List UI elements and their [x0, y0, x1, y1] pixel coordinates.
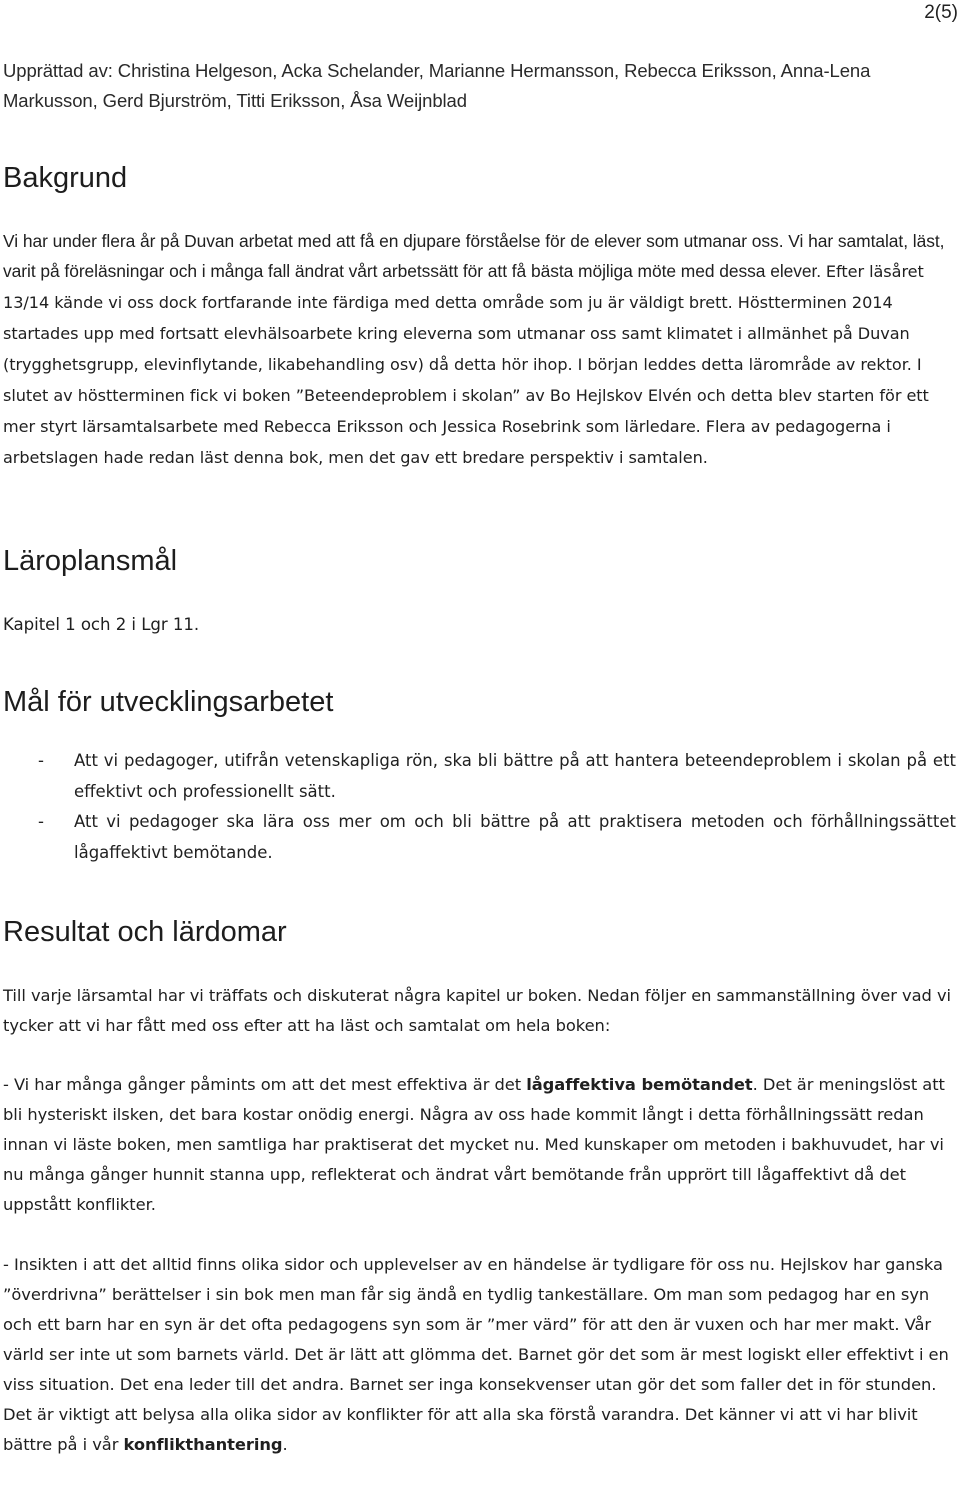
goal-text: Att vi pedagoger ska lära oss mer om och bli bättre på att praktisera metoden och förhållningssättet lågaffektivt bemötande. — [74, 812, 956, 862]
prepared-by: Upprättad av: Christina Helgeson, Acka Schelander, Marianne Hermansson, Rebecca Eriksson, Anna-Lena Markusson, Gerd Bjurström, Titti Eriksson, Åsa Weijnblad — [3, 60, 871, 111]
background-text-b: Efter läsåret 13/14 kände vi oss dock fortfarande inte färdiga med detta område som ju är väldigt brett. Höstterminen 2014 startades upp med fortsatt elevhälsoarbete kring eleverna som utmanar oss samt klimatet i allmänhet på Duvan (trygghetsgrupp, elevinflytande, likabehandling osv) då detta hör ihop. I början leddes detta lärområde av rektor. I slutet av höstterminen fick vi boken ”Beteendeproblem i skolan” av Bo Hejlskov Elvén och detta blev starten för ett mer styrt lärsamtalsarbete med Rebecca Eriksson och Jessica Rosebrink som lärledare. Flera av pedagogerna i arbetslagen hade redan läst denna bok, men det gav ett bredare perspektiv i samtalen. — [3, 262, 929, 467]
goal-item — [0, 807, 956, 868]
results-point-1-end: . Det är meningslöst att bli hysteriskt ilsken, det bara kostar onödig energi. Några av oss hade kommit långt i detta förhållningssätt redan innan vi läste boken, men samtliga har praktiserat det mycket nu. Med kunskaper om metoden i bakhuvudet, har vi nu många gånger hunnit stanna upp, reflekterat och ändrat vårt bemötande från upprört till lågaffektivt då det uppstått konflikter. — [3, 1075, 945, 1214]
curriculum-text: Kapitel 1 och 2 i Lgr 11. — [3, 615, 200, 634]
background-text-a: Vi har under flera år på Duvan arbetat med att få en djupare förståelse för de elever som utmanar oss. Vi har samtalat, läst, varit på föreläsningar och i många fall ändrat vårt arbetssätt för att få bästa möjliga möte med dessa elever. — [3, 231, 945, 281]
results-point-2-end: . — [282, 1435, 288, 1454]
results-point-2-start: - Insikten i att det alltid finns olika sidor och upplevelser av en händelse är tydligare för oss nu. Hejlskov har ganska ”överdrivna” berättelser i sin bok men man får sig ändå en tydlig tankeställare. Om man som pedagog har en syn och ett barn har en syn är det ofta pedagogens syn som är ”mer värd” för att den är vuxen och har mer makt. Vår värld ser inte ut som barnets värld. Det är lätt att glömma det. Barnet gör det som är mest logiskt eller effektivt i en viss situation. Det ena leder till det andra. Barnet ser inga konsekvenser utan gör det som faller det in för stunden. Det är viktigt att belysa alla olika sidor av konflikter för att alla ska förstå varandra. Det känner vi att vi har blivit bättre på i vår — [3, 1255, 949, 1454]
results-point-2-bold: konflikthantering — [123, 1435, 283, 1454]
background-paragraph — [3, 226, 956, 473]
results-point-1-start: - Vi har många gånger påmints om att det mest effektiva är det — [3, 1075, 527, 1094]
goal-text: Att vi pedagoger, utifrån vetenskapliga rön, ska bli bättre på att hantera beteendeproblem i skolan på ett effektivt och professionellt sätt. — [74, 751, 956, 801]
page-number: 2(5) — [924, 2, 958, 23]
goal-item — [0, 746, 956, 807]
results-intro: Till varje lärsamtal har vi träffats och diskuterat några kapitel ur boken. Nedan följer en sammanställning över vad vi tycker att vi har fått med oss efter att ha läst och samtalat om hela boken: — [3, 986, 952, 1035]
results-point-1 — [3, 1070, 956, 1220]
curriculum-heading: Läroplansmål — [3, 545, 178, 577]
results-point-2 — [3, 1250, 956, 1460]
goals-heading: Mål för utvecklingsarbetet — [3, 686, 334, 718]
list-dash: - — [38, 751, 44, 770]
results-point-1-bold: lågaffektiva bemötandet — [526, 1075, 753, 1094]
goals-list — [0, 746, 956, 868]
list-dash: - — [38, 812, 44, 831]
results-heading: Resultat och lärdomar — [3, 916, 287, 948]
background-heading: Bakgrund — [3, 162, 128, 194]
